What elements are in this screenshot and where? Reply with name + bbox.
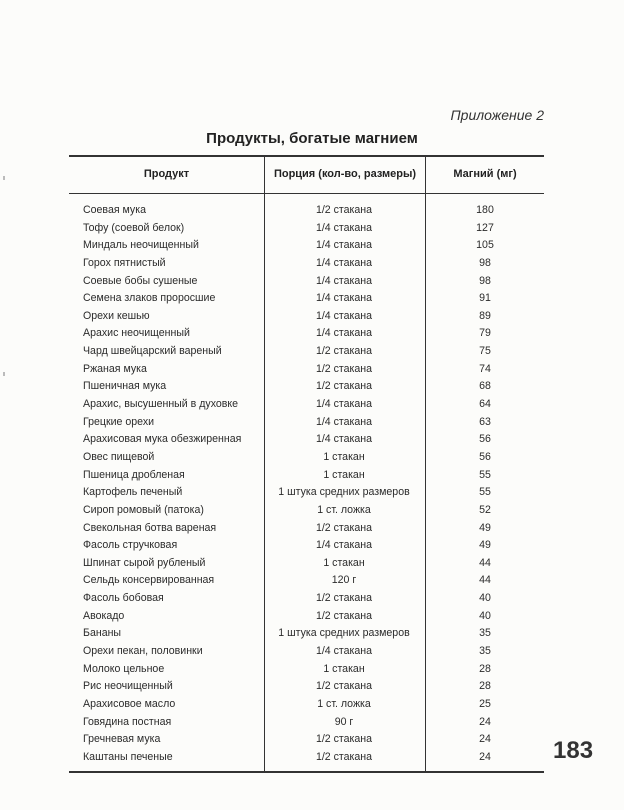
product-cell: Говядина постная xyxy=(83,715,172,728)
portion-cell: 1/2 стакана xyxy=(315,345,373,358)
portion-cell: 1/2 стакана xyxy=(315,733,373,746)
table-row xyxy=(69,731,544,749)
product-cell: Фасоль бобовая xyxy=(83,592,164,605)
table-bottom-rule xyxy=(69,771,544,773)
magnesium-cell: 105 xyxy=(476,239,494,252)
product-cell: Арахисовое масло xyxy=(83,697,176,710)
product-cell: Соевая мука xyxy=(83,204,146,216)
product-cell: Авокадо xyxy=(83,609,125,622)
portion-cell: 1/4 стакана xyxy=(315,292,373,305)
table-row xyxy=(69,502,544,520)
appendix-label: Приложение 2 xyxy=(450,107,544,123)
product-cell: Пшеничная мука xyxy=(83,380,167,393)
magnesium-cell: 74 xyxy=(479,362,491,375)
table-row xyxy=(69,572,544,590)
magnesium-cell: 75 xyxy=(479,345,491,358)
column-header-product: Продукт xyxy=(143,168,190,180)
magnesium-cell: 49 xyxy=(479,521,491,534)
portion-cell: 1/4 стакана xyxy=(315,539,373,552)
portion-cell: 1/4 стакана xyxy=(315,239,373,252)
column-header-portion: Порция (кол-во, размеры) xyxy=(273,168,417,180)
portion-cell: 1/2 стакана xyxy=(315,592,373,605)
magnesium-cell: 24 xyxy=(479,715,491,728)
product-cell: Тофу (соевой белок) xyxy=(83,221,185,234)
magnesium-cell: 40 xyxy=(479,592,491,605)
portion-cell: 1/4 стакана xyxy=(315,433,373,446)
portion-cell: 1 стакан xyxy=(323,662,365,675)
product-cell: Бананы xyxy=(83,627,122,640)
table-row xyxy=(69,255,544,273)
portion-cell: 1 штука средних размеров xyxy=(278,486,410,499)
product-cell: Фасоль стручковая xyxy=(83,539,178,552)
portion-cell: 1/4 стакана xyxy=(315,327,373,340)
magnesium-cell: 64 xyxy=(479,398,491,411)
portion-cell: 1 стакан xyxy=(323,556,365,569)
portion-cell: 1 ст. ложка xyxy=(317,697,371,710)
portion-cell: 1 стакан xyxy=(323,450,365,463)
magnesium-cell: 35 xyxy=(479,645,491,658)
table-row xyxy=(69,625,544,643)
product-cell: Овес пищевой xyxy=(83,450,155,463)
portion-cell: 1 ст. ложка xyxy=(317,503,371,516)
product-cell: Сироп ромовый (патока) xyxy=(83,503,204,516)
table-row xyxy=(69,378,544,396)
header-bottom-rule xyxy=(69,193,544,194)
portion-cell: 1/2 стакана xyxy=(315,362,373,375)
magnesium-cell: 40 xyxy=(479,609,491,622)
table-row xyxy=(69,696,544,714)
table-row xyxy=(69,678,544,696)
table-row xyxy=(69,325,544,343)
magnesium-cell: 24 xyxy=(479,733,491,746)
table-row xyxy=(69,449,544,467)
product-cell: Сельдь консервированная xyxy=(83,574,215,587)
product-cell: Соевые бобы сушеные xyxy=(83,274,198,287)
magnesium-cell: 44 xyxy=(479,574,491,587)
scan-mark xyxy=(3,372,5,376)
table-row xyxy=(69,555,544,573)
table-row xyxy=(69,308,544,326)
portion-cell: 1 штука средних размеров xyxy=(278,627,410,640)
product-cell: Ржаная мука xyxy=(83,362,147,375)
table-body xyxy=(69,202,544,767)
portion-cell: 1/4 стакана xyxy=(315,398,373,411)
table-row xyxy=(69,714,544,732)
table-row xyxy=(69,343,544,361)
magnesium-cell: 98 xyxy=(479,274,491,287)
table-row xyxy=(69,220,544,238)
product-cell: Молоко цельное xyxy=(83,662,165,675)
product-cell: Пшеница дробленая xyxy=(83,468,185,481)
table-row xyxy=(69,202,544,220)
magnesium-cell: 89 xyxy=(479,309,491,322)
portion-cell: 1/4 стакана xyxy=(315,645,373,658)
magnesium-cell: 24 xyxy=(479,750,491,763)
magnesium-cell: 35 xyxy=(479,627,491,640)
product-cell: Картофель печеный xyxy=(83,486,183,499)
product-cell: Каштаны печеные xyxy=(83,750,173,763)
magnesium-cell: 180 xyxy=(476,204,494,216)
product-cell: Арахис неочищенный xyxy=(83,327,190,340)
table-row xyxy=(69,484,544,502)
portion-cell: 90 г xyxy=(334,715,354,728)
table-row xyxy=(69,467,544,485)
magnesium-cell: 28 xyxy=(479,662,491,675)
portion-cell: 1/2 стакана xyxy=(315,204,373,216)
product-cell: Рис неочищенный xyxy=(83,680,173,693)
table-row xyxy=(69,290,544,308)
portion-cell: 1/2 стакана xyxy=(315,380,373,393)
portion-cell: 1/4 стакана xyxy=(315,256,373,269)
magnesium-cell: 55 xyxy=(479,468,491,481)
table-row xyxy=(69,643,544,661)
magnesium-cell: 63 xyxy=(479,415,491,428)
column-header-magnesium: Магний (мг) xyxy=(453,168,517,180)
magnesium-cell: 44 xyxy=(479,556,491,569)
product-cell: Горох пятнистый xyxy=(83,256,166,269)
product-cell: Арахис, высушенный в духовке xyxy=(83,398,239,411)
table-row xyxy=(69,661,544,679)
product-cell: Орехи кешью xyxy=(83,309,150,322)
table-row xyxy=(69,414,544,432)
table-row xyxy=(69,537,544,555)
product-cell: Грецкие орехи xyxy=(83,415,155,428)
portion-cell: 1/4 стакана xyxy=(315,221,373,234)
portion-cell: 1/2 стакана xyxy=(315,609,373,622)
magnesium-cell: 79 xyxy=(479,327,491,340)
magnesium-cell: 52 xyxy=(479,503,491,516)
table-row xyxy=(69,273,544,291)
product-cell: Свекольная ботва вареная xyxy=(83,521,217,534)
product-cell: Орехи пекан, половинки xyxy=(83,645,203,658)
magnesium-cell: 91 xyxy=(479,292,491,305)
magnesium-cell: 56 xyxy=(479,433,491,446)
magnesium-table xyxy=(69,155,544,773)
page-title: Продукты, богатые магнием xyxy=(206,130,418,147)
scan-mark xyxy=(3,176,5,180)
magnesium-cell: 98 xyxy=(479,256,491,269)
product-cell: Чард швейцарский вареный xyxy=(83,345,222,358)
portion-cell: 1/4 стакана xyxy=(315,309,373,322)
product-cell: Шпинат сырой рубленый xyxy=(83,556,206,569)
table-row xyxy=(69,237,544,255)
product-cell: Миндаль неочищенный xyxy=(83,239,199,252)
product-cell: Арахисовая мука обезжиренная xyxy=(83,433,242,446)
product-cell: Гречневая мука xyxy=(83,733,161,746)
magnesium-cell: 127 xyxy=(476,221,494,234)
portion-cell: 1/2 стакана xyxy=(315,750,373,763)
table-row xyxy=(69,520,544,538)
table-row xyxy=(69,590,544,608)
table-row xyxy=(69,396,544,414)
product-cell: Семена злаков проросшие xyxy=(83,292,216,305)
portion-cell: 1/2 стакана xyxy=(315,521,373,534)
table-row xyxy=(69,431,544,449)
magnesium-cell: 55 xyxy=(479,486,491,499)
magnesium-cell: 68 xyxy=(479,380,491,393)
page-number: 183 xyxy=(553,737,594,764)
magnesium-cell: 56 xyxy=(479,450,491,463)
table-row xyxy=(69,361,544,379)
magnesium-cell: 49 xyxy=(479,539,491,552)
table-row xyxy=(69,749,544,767)
table-row xyxy=(69,608,544,626)
portion-cell: 1/4 стакана xyxy=(315,415,373,428)
portion-cell: 1/4 стакана xyxy=(315,274,373,287)
portion-cell: 1/2 стакана xyxy=(315,680,373,693)
magnesium-cell: 28 xyxy=(479,680,491,693)
portion-cell: 1 стакан xyxy=(323,468,365,481)
portion-cell: 120 г xyxy=(331,574,357,587)
magnesium-cell: 25 xyxy=(479,697,491,710)
